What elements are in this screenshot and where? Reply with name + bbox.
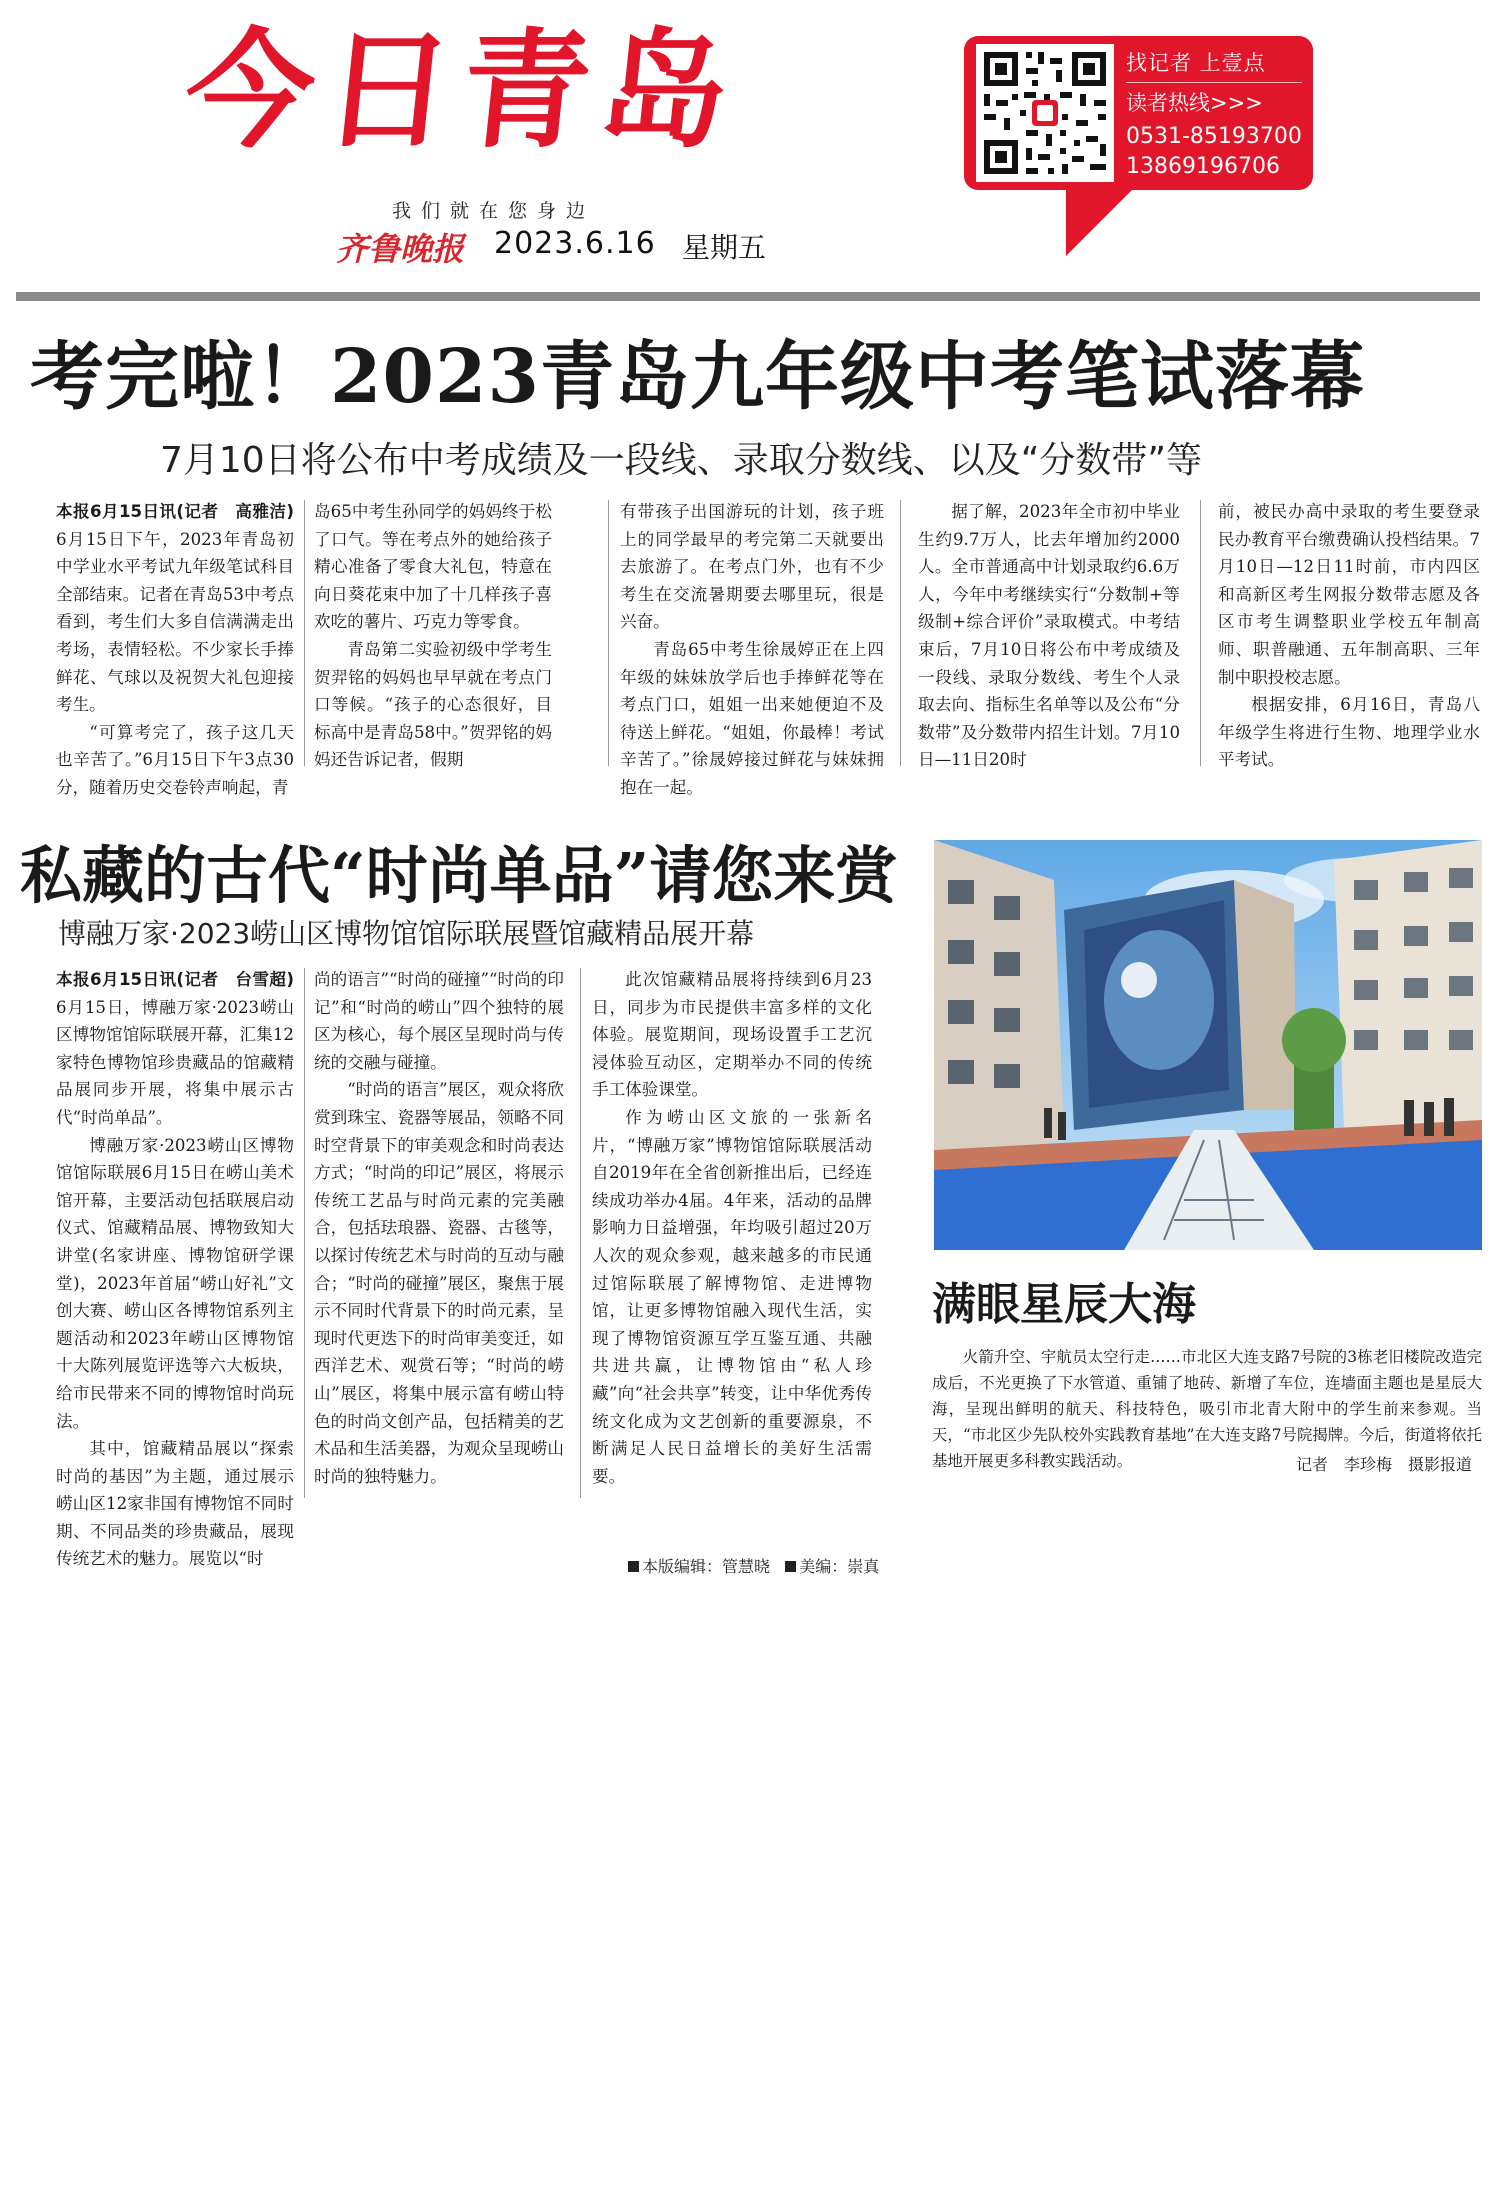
reader-hotline-label: 读者热线>>> [1126,91,1263,115]
article2-lead: 本报6月15日讯(记者 台雪超) [56,970,294,989]
article1-column-2: 岛65中考生孙同学的妈妈终于松了口气。等在考点外的她给孩子精心准备了零食大礼包，特意在向日葵花束中加了十几样孩子喜欢吃的薯片、巧克力等零食。 青岛第二实验初级中学考生贺羿铭的妈妈也早早就在考点门口等候。“孩子的心态很好，目标高中是青岛58中。”贺羿铭的妈妈还告诉记者，假期 [314,502,552,770]
hotline-phone-2[interactable]: 13869196706 [1126,154,1280,179]
article1-lead: 本报6月15日讯(记者 高雅洁) [56,502,294,521]
column-divider [580,968,581,1498]
hotline-title: 找记者 上壹点 [1126,51,1266,75]
designer-credit: 美编：崇真 [799,1557,880,1576]
qr-code-icon[interactable] [976,44,1114,182]
masthead-rule [16,292,1480,301]
issue-weekday: 星期五 [682,231,767,264]
column-divider [900,500,901,766]
article2-subhead: 博融万家·2023崂山区博物馆馆际联展暨馆藏精品展开幕 [58,917,755,950]
article1-subhead: 7月10日将公布中考成绩及一段线、录取分数线、以及“分数带”等 [160,440,1203,481]
article2-column-2: 尚的语言”“时尚的碰撞”“时尚的印记”和“时尚的崂山”四个独特的展区为核心，每个展区呈现时尚与传统的交融与碰撞。 “时尚的语言”展区，观众将欣赏到珠宝、瓷器等展品，领略不同时空背景下的审美观念和时尚表达方式；“时尚的印记”展区，将展示传统工艺品与时尚元素的完美融合，包括珐琅器、瓷器、古毯等，以探讨传统艺术与时尚的互动与融合；“时尚的碰撞”展区，聚焦于展示不同时代背景下的时尚元素，呈现时代更迭下的时尚审美变迁，如西洋艺术、观赏石等；“时尚的崂山”展区，将集中展示富有崂山特色的时尚文创产品，包括精美的艺术品和生活美器，为观众呈现崂山时尚的独特魅力。 [314,970,564,1486]
square-bullet-icon [785,1561,796,1572]
page-credits [628,1554,879,1577]
article2-column-1: 本报6月15日讯(记者 台雪超) 6月15日，博融万家·2023崂山区博物馆馆际联展开幕，汇集12家特色博物馆珍贵藏品的馆藏精品展同步开展，将集中展示古代“时尚单品”。 博融万家·2023崂山区博物馆馆际联展6月15日在崂山美术馆开幕，主要活动包括联展启动仪式、馆藏精品展、博物致知大讲堂(名家讲座、博物馆研学课堂)，2023年首届“崂山好礼”文创大赛、崂山区各博物馆系列主题活动和2023年崂山区博物馆十大陈列展览评选等六大板块，给市民带来不同的博物馆时尚玩法。 其中，馆藏精品展以“探索时尚的基因”为主题，通过展示崂山区12家非国有博物馆不同时期、不同品类的珍贵藏品，展现传统艺术的魅力。展览以“时 [56,970,294,1569]
photo-story-caption: 火箭升空、宇航员太空行走……市北区大连支路7号院的3栋老旧楼院改造完成后，不光更换了下水管道、重铺了地砖、新增了车位，连墙面主题也是星辰大海，呈现出鲜明的航天、科技特色，吸引市北青大附中的学生前来参观。当天，“市北区少先队校外实践教育基地”在大连支路7号院揭牌。今后，街道将依托基地开展更多科教实践活动。 [932,1348,1482,1470]
column-divider [304,968,305,1498]
article1-column-3: 有带孩子出国游玩的计划，孩子班上的同学最早的考完第二天就要出去旅游了。在考点门外，也有不少考生在交流暑期要去哪里玩，很是兴奋。 青岛65中考生徐晟婷正在上四年级的妹妹放学后也手捧鲜花等在考点门口，姐姐一出来她便迫不及待送上鲜花。“姐姐，你最棒！考试辛苦了。”徐晟婷接过鲜花与妹妹拥抱在一起。 [620,502,884,797]
column-divider [304,500,305,766]
speech-bubble-tail [1066,186,1136,256]
column-divider [1200,500,1201,766]
article1-column-4: 据了解，2023年全市初中毕业生约9.7万人，比去年增加约2000人。全市普通高中计划录取约6.6万人，今年中考继续实行“分数制+等级制+综合评价”录取模式。中考结束后，7月10日将公布中考成绩及一段线、录取分数线、考生个人录取去向、指标生名单等以及公布“分数带”及分数带内招生计划。7月10日—11日20时 [918,502,1180,770]
article2-headline[interactable]: 私藏的古代“时尚单品”请您来赏 [20,839,898,912]
promo-divider [1126,82,1302,83]
photo-story-credit: 记者 李珍梅 摄影报道 [1296,1455,1473,1474]
article1-column-5: 前，被民办高中录取的考生要登录民办教育平台缴费确认投档结果。7月10日—12日11时前，市内四区和高新区考生网报分数带志愿及各区市考生调整职业学校五年制高师、职普融通、五年制高职、三年制中职投校志愿。 根据安排，6月16日，青岛八年级学生将进行生物、地理学业水平考试。 [1218,502,1480,770]
article2-column-3: 此次馆藏精品展将持续到6月23日，同步为市民提供丰富多样的文化体验。展览期间，现场设置手工艺沉浸体验互动区，定期举办不同的传统手工体验课堂。 作为崂山区文旅的一张新名片，“博融万家”博物馆馆际联展活动自2019年在全省创新推出后，已经连续成功举办4届。4年来，活动的品牌影响力日益增强，年均吸引超过20万人次的观众参观，越来越多的市民通过馆际联展了解博物馆、走进博物馆，让更多博物馆融入现代生活，实现了博物馆资源互学互鉴互通、共融共进共赢，让博物馆由“私人珍藏”向“社会共享”转变，让中华优秀传统文化成为文艺创新的重要源泉，不断满足人民日益增长的美好生活需要。 [592,970,872,1486]
issue-date: 2023.6.16 [494,226,656,261]
hotline-phone-1[interactable]: 0531-85193700 [1126,124,1302,149]
article1-column-1: 本报6月15日讯(记者 高雅洁) 6月15日下午，2023年青岛初中学业水平考试九年级笔试科目全部结束。记者在青岛53中考点看到，考生们大多自信满满走出考场，表情轻松。不少家长手捧鲜花、气球以及祝贺大礼包迎接考生。 “可算考完了，孩子这几天也辛苦了。”6月15日下午3点30分，随着历史交卷铃声响起，青 [56,502,294,797]
masthead-slogan: 我们就在您身边 [392,200,596,222]
news-photo-mural-courtyard [934,840,1482,1250]
photo-story-headline[interactable]: 满眼星辰大海 [932,1279,1196,1330]
editor-credit: 本版编辑：管慧晓 [642,1557,771,1576]
article1-headline[interactable]: 考完啦！2023青岛九年级中考笔试落幕 [30,334,1365,420]
paper-name-logo: 齐鲁晚报 [336,230,465,268]
masthead-title: 今日青岛 [178,17,746,166]
square-bullet-icon [628,1561,639,1572]
column-divider [608,500,609,766]
